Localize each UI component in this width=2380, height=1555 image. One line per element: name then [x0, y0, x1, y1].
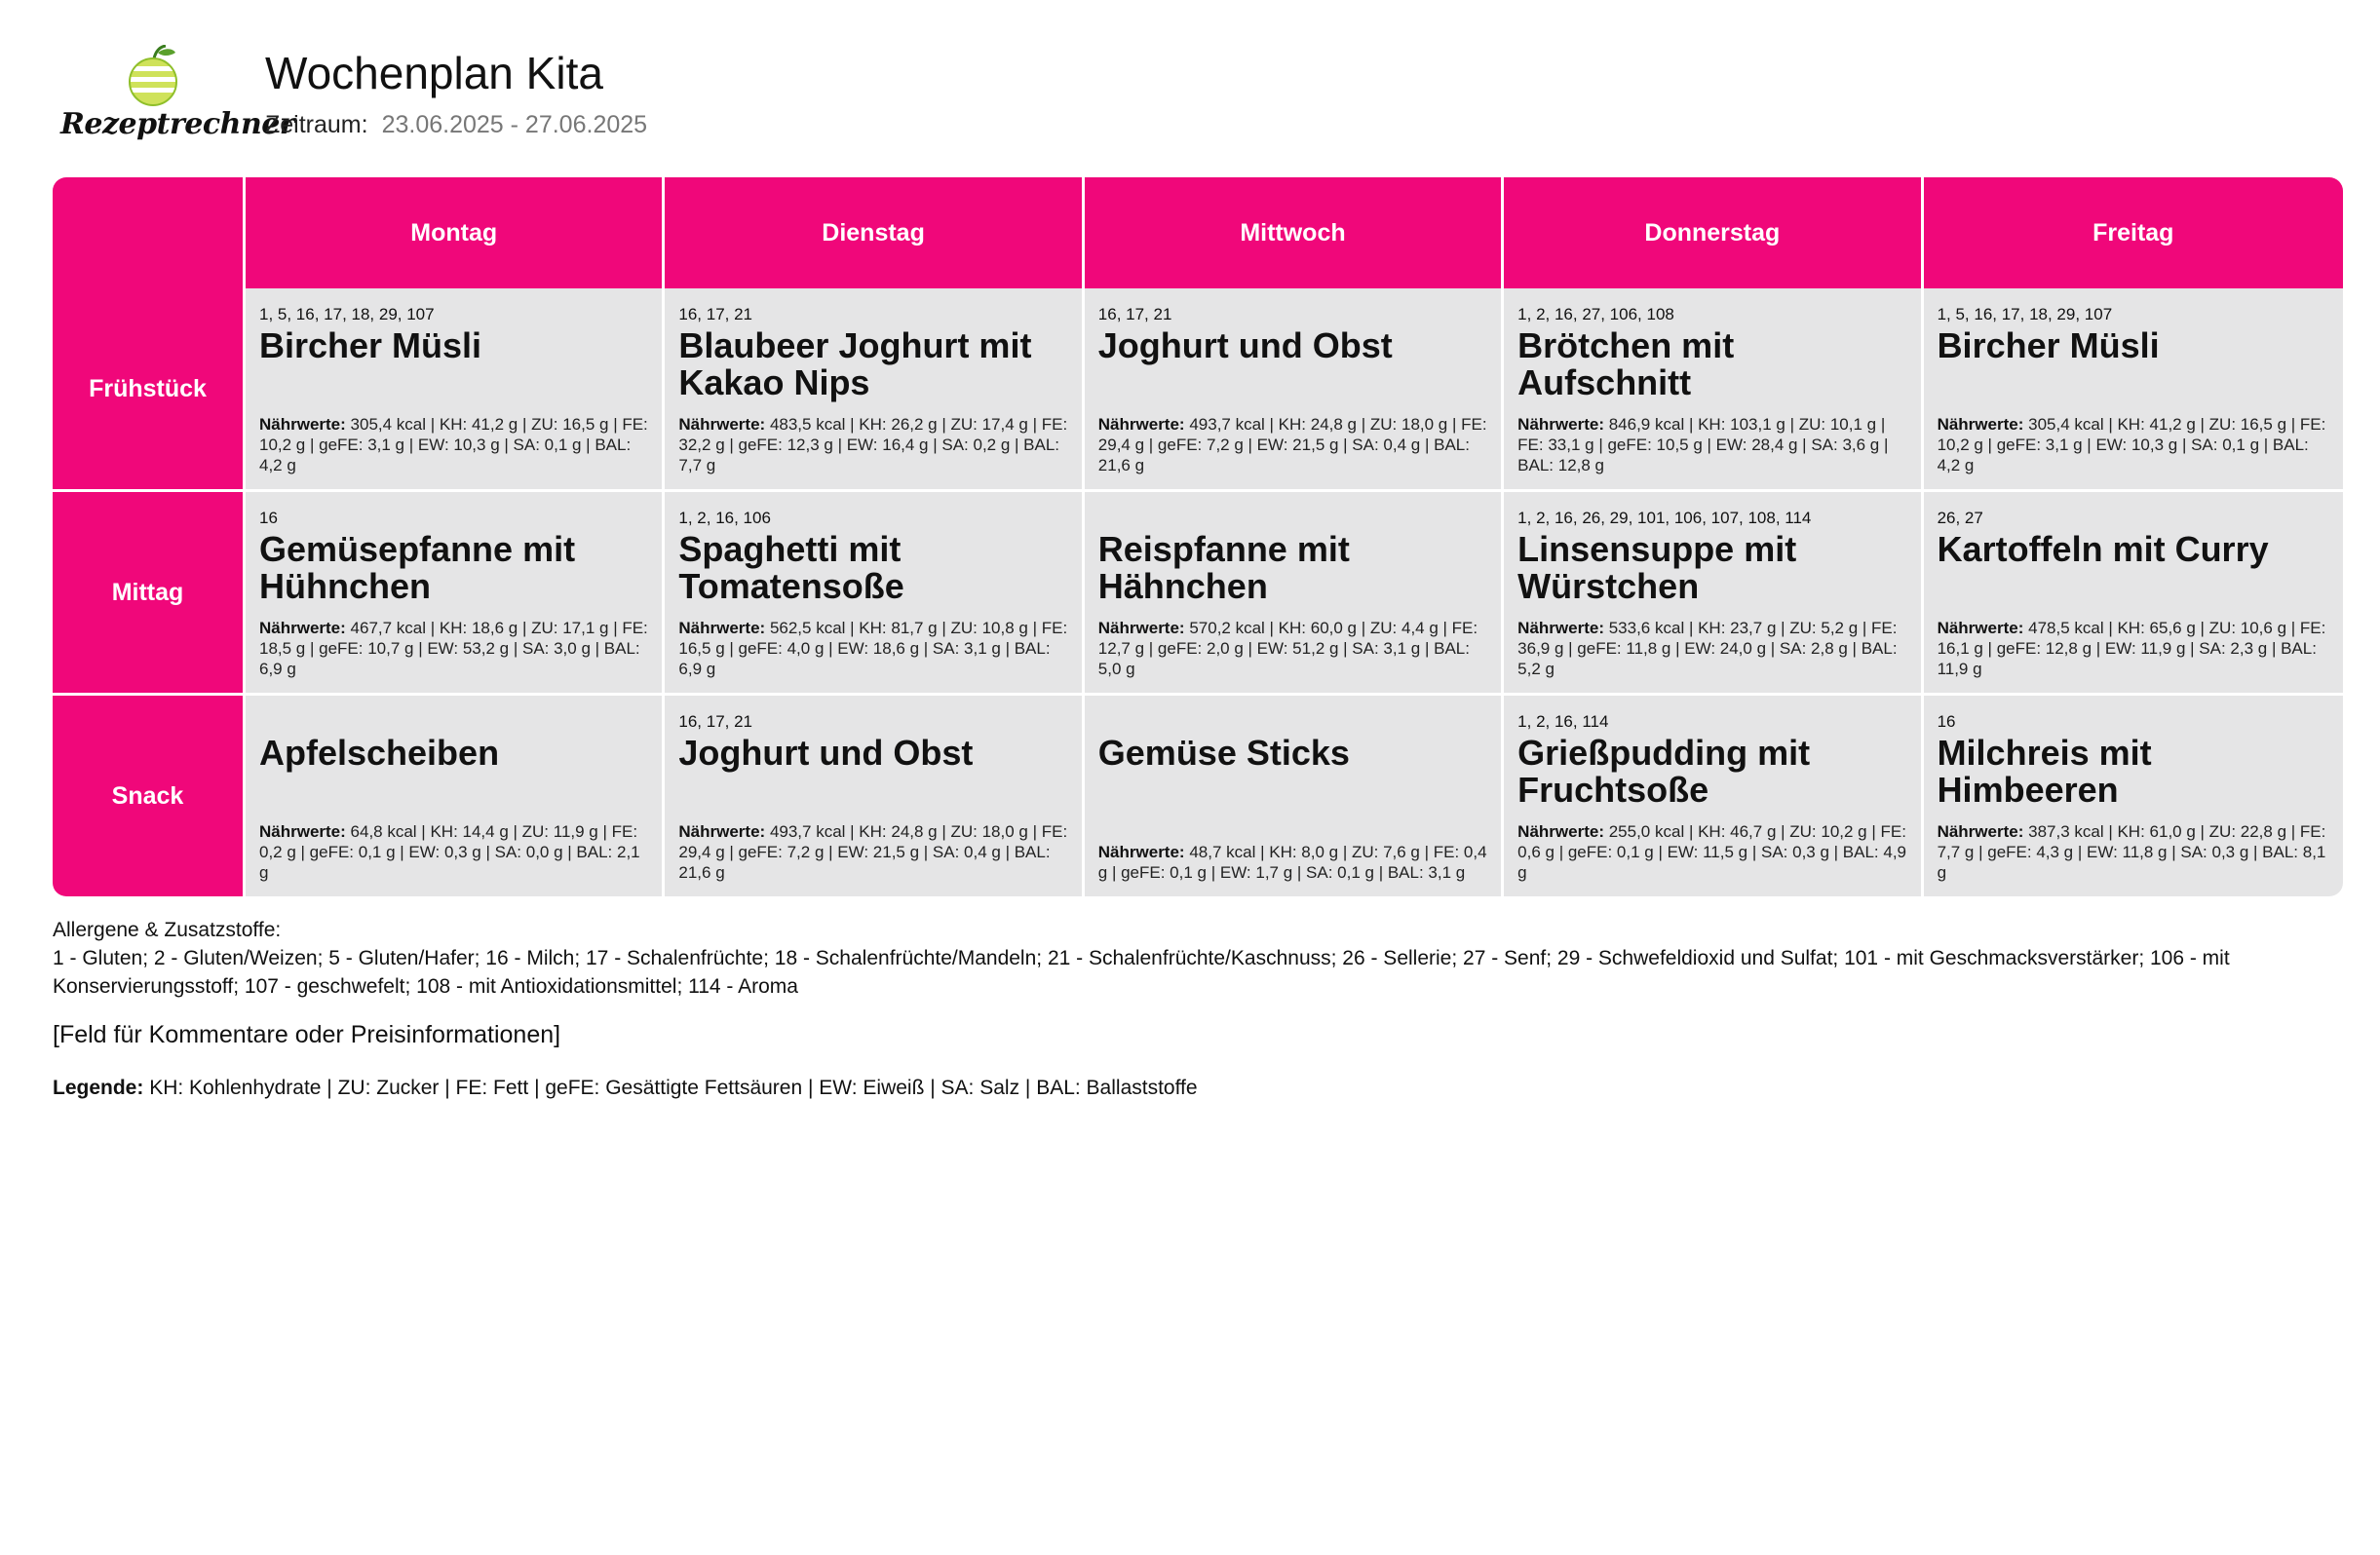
- allergen-codes: 16, 17, 21: [1097, 305, 1172, 323]
- meal-cell-tuesday: [665, 288, 1084, 492]
- nutrition-info: [1938, 618, 2329, 679]
- nutrition-info: [1938, 821, 2329, 883]
- day-header-monday: Montag: [246, 177, 665, 288]
- nutrition-values: 478,5 kcal | KH: 65,6 g | ZU: 10,6 g | FE: 16,1 g | geFE: 12,8 g | EW: 11,9 g | SA: 2,3 g | BAL: 11,9 g: [1937, 619, 2326, 678]
- allergen-codes: 1, 2, 16, 114: [1517, 712, 1609, 731]
- nutrition-info: [1517, 618, 1906, 679]
- nutrition-values: 305,4 kcal | KH: 41,2 g | ZU: 16,5 g | FE: 10,2 g | geFE: 3,1 g | EW: 10,3 g | SA: 0,1 g | BAL: 4,2 g: [259, 415, 648, 474]
- dish-name: Apfelscheiben: [259, 733, 500, 773]
- meal-cell-thursday: [1504, 288, 1923, 492]
- dish-name: Milchreis mit Himbeeren: [1937, 733, 2152, 810]
- meal-cell-tuesday: [665, 696, 1084, 896]
- nutrition-values: 483,5 kcal | KH: 26,2 g | ZU: 17,4 g | FE: 32,2 g | geFE: 12,3 g | EW: 16,4 g | SA: 0,2 g | BAL: 7,7 g: [678, 415, 1068, 474]
- nutrition-values: 570,2 kcal | KH: 60,0 g | ZU: 4,4 g | FE: 12,7 g | geFE: 2,0 g | EW: 51,2 g | SA: 3,1 g | BAL: 5,0 g: [1097, 619, 1478, 678]
- meal-label: Frühstück: [53, 288, 246, 492]
- nutrition-label: Nährwerte:: [1097, 415, 1185, 434]
- nutrition-info: [1098, 414, 1487, 475]
- dish-name: Brötchen mit Aufschnitt: [1517, 325, 1735, 402]
- nutrition-info: [678, 414, 1067, 475]
- nutrition-label: Nährwerte:: [1937, 822, 2024, 841]
- day-header-wednesday: Mittwoch: [1085, 177, 1504, 288]
- allergens-section: [53, 916, 2343, 1001]
- allergen-codes: 1, 2, 16, 106: [678, 509, 771, 527]
- nutrition-values: 493,7 kcal | KH: 24,8 g | ZU: 18,0 g | FE: 29,4 g | geFE: 7,2 g | EW: 21,5 g | SA: 0,4 g | BAL: 21,6 g: [678, 822, 1068, 882]
- nutrition-label: Nährwerte:: [259, 415, 346, 434]
- meal-cell-wednesday: [1085, 288, 1504, 492]
- nutrition-info: [678, 821, 1067, 883]
- dish-name: Blaubeer Joghurt mit Kakao Nips: [678, 325, 1032, 402]
- nutrition-values: 387,3 kcal | KH: 61,0 g | ZU: 22,8 g | FE: 7,7 g | geFE: 4,3 g | EW: 11,8 g | SA: 0,3 g | BAL: 8,1 g: [1937, 822, 2326, 882]
- allergen-codes: 16, 17, 21: [678, 712, 753, 731]
- meal-cell-wednesday: [1085, 696, 1504, 896]
- nutrition-info: [259, 821, 648, 883]
- nutrition-label: Nährwerte:: [678, 415, 766, 434]
- meal-label: Mittag: [53, 492, 246, 696]
- nutrition-label: Nährwerte:: [259, 822, 346, 841]
- allergen-codes: 26, 27: [1937, 509, 1983, 527]
- apple-logo-icon: [60, 45, 246, 109]
- allergen-codes: 1, 2, 16, 26, 29, 101, 106, 107, 108, 114: [1517, 509, 1812, 527]
- dish-name: Kartoffeln mit Curry: [1937, 529, 2269, 569]
- nutrition-label: Nährwerte:: [1097, 619, 1185, 637]
- allergen-codes: 1, 5, 16, 17, 18, 29, 107: [1937, 305, 2113, 323]
- nutrition-values: 493,7 kcal | KH: 24,8 g | ZU: 18,0 g | FE: 29,4 g | geFE: 7,2 g | EW: 21,5 g | SA: 0,4 g | BAL: 21,6 g: [1097, 415, 1487, 474]
- page-title: Wochenplan Kita: [265, 48, 603, 98]
- meal-row: [53, 696, 2343, 896]
- nutrition-label: Nährwerte:: [678, 822, 766, 841]
- nutrition-label: Nährwerte:: [678, 619, 766, 637]
- comment-field: [Feld für Kommentare oder Preisinformationen]: [53, 1021, 561, 1048]
- dish-name: Grießpudding mit Fruchtsoße: [1517, 733, 1811, 810]
- nutrition-info: [1098, 842, 1487, 883]
- nutrition-values: 255,0 kcal | KH: 46,7 g | ZU: 10,2 g | FE: 0,6 g | geFE: 0,1 g | EW: 11,5 g | SA: 0,3 g | BAL: 4,9 g: [1517, 822, 1906, 882]
- nutrition-values: 48,7 kcal | KH: 8,0 g | ZU: 7,6 g | FE: 0,4 g | geFE: 0,1 g | EW: 1,7 g | SA: 0,1 g | BAL: 3,1 g: [1097, 843, 1487, 882]
- allergen-codes: [259, 711, 648, 733]
- nutrition-label: Nährwerte:: [1937, 415, 2024, 434]
- meal-cell-friday: [1924, 288, 2343, 492]
- nutrition-label: Nährwerte:: [1937, 619, 2024, 637]
- nutrition-label: Nährwerte:: [1517, 415, 1604, 434]
- nutrition-info: [259, 414, 648, 475]
- nutrition-info: [259, 618, 648, 679]
- meal-label: Snack: [53, 696, 246, 896]
- allergen-codes: 16: [259, 509, 278, 527]
- period-value: 23.06.2025 - 27.06.2025: [381, 111, 648, 138]
- dish-name: Bircher Müsli: [1937, 325, 2160, 365]
- logo: [60, 45, 295, 154]
- nutrition-values: 467,7 kcal | KH: 18,6 g | ZU: 17,1 g | FE: 18,5 g | geFE: 10,7 g | EW: 53,2 g | SA: 3,0 g | BAL: 6,9 g: [259, 619, 648, 678]
- day-header-row: [53, 177, 2343, 288]
- allergen-codes: 1, 2, 16, 27, 106, 108: [1517, 305, 1674, 323]
- allergen-codes: [1098, 508, 1487, 529]
- dish-name: Spaghetti mit Tomatensoße: [678, 529, 904, 606]
- meal-cell-monday: [246, 288, 665, 492]
- allergen-codes: 16, 17, 21: [678, 305, 753, 323]
- dish-name: Linsensuppe mit Würstchen: [1517, 529, 1797, 606]
- nutrition-info: [1938, 414, 2329, 475]
- dish-name: Bircher Müsli: [259, 325, 482, 365]
- meal-row: [53, 492, 2343, 696]
- meal-row: [53, 288, 2343, 492]
- nutrition-label: Nährwerte:: [259, 619, 346, 637]
- nutrition-label: Nährwerte:: [1517, 822, 1604, 841]
- dish-name: Joghurt und Obst: [1097, 325, 1393, 365]
- period-label: Zeitraum:: [265, 111, 368, 138]
- meal-cell-monday: [246, 696, 665, 896]
- nutrition-values: 846,9 kcal | KH: 103,1 g | ZU: 10,1 g | FE: 33,1 g | geFE: 10,5 g | EW: 28,4 g | SA: 3,6 g | BAL: 12,8 g: [1517, 415, 1889, 474]
- period: [265, 111, 647, 139]
- legend-text: KH: Kohlenhydrate | ZU: Zucker | FE: Fett | geFE: Gesättigte Fettsäuren | EW: Eiweiß | SA: Salz | BAL: Ballaststoffe: [149, 1077, 1198, 1099]
- day-header-thursday: Donnerstag: [1504, 177, 1923, 288]
- logo-text: Rezeptrechner: [60, 107, 295, 141]
- meal-cell-monday: [246, 492, 665, 696]
- day-header-tuesday: Dienstag: [665, 177, 1084, 288]
- nutrition-info: [1517, 414, 1906, 475]
- allergen-codes: 1, 5, 16, 17, 18, 29, 107: [259, 305, 435, 323]
- nutrition-label: Nährwerte:: [1517, 619, 1604, 637]
- meal-plan-table: [53, 177, 2343, 896]
- nutrition-values: 533,6 kcal | KH: 23,7 g | ZU: 5,2 g | FE: 36,9 g | geFE: 11,8 g | EW: 24,0 g | SA: 2,8 g | BAL: 5,2 g: [1517, 619, 1898, 678]
- nutrition-info: [678, 618, 1067, 679]
- meal-cell-thursday: [1504, 492, 1923, 696]
- legend: [53, 1074, 2343, 1102]
- nutrition-info: [1517, 821, 1906, 883]
- legend-label: Legende:: [53, 1077, 144, 1099]
- nutrition-values: 64,8 kcal | KH: 14,4 g | ZU: 11,9 g | FE: 0,2 g | geFE: 0,1 g | EW: 0,3 g | SA: 0,0 g | BAL: 2,1 g: [259, 822, 640, 882]
- day-header-friday: Freitag: [1924, 177, 2343, 288]
- meal-cell-wednesday: [1085, 492, 1504, 696]
- allergen-codes: [1098, 711, 1487, 733]
- nutrition-info: [1098, 618, 1487, 679]
- meal-cell-thursday: [1504, 696, 1923, 896]
- meal-cell-tuesday: [665, 492, 1084, 696]
- meal-cell-friday: [1924, 696, 2343, 896]
- dish-name: Joghurt und Obst: [678, 733, 974, 773]
- nutrition-values: 305,4 kcal | KH: 41,2 g | ZU: 16,5 g | FE: 10,2 g | geFE: 3,1 g | EW: 10,3 g | SA: 0,1 g | BAL: 4,2 g: [1937, 415, 2326, 474]
- allergens-text: 1 - Gluten; 2 - Gluten/Weizen; 5 - Gluten/Hafer; 16 - Milch; 17 - Schalenfrüchte; 18 - Schalenfrüchte/Mandeln; 21 - Schalenfrüchte/Kaschnuss; 26 - Sellerie; 27 - Senf; 29 - Schwefeldioxid und Sulfat; 101 - mit Geschmacksverstärker; 106 - mit Konservierungsstoff; 107 - geschwefelt; 108 - mit Antioxidationsmittel; 114 - Aroma: [53, 947, 2230, 998]
- nutrition-label: Nährwerte:: [1097, 843, 1185, 861]
- corner-cell: [53, 177, 246, 288]
- meal-cell-friday: [1924, 492, 2343, 696]
- allergen-codes: 16: [1937, 712, 1956, 731]
- dish-name: Gemüse Sticks: [1097, 733, 1350, 773]
- dish-name: Reispfanne mit Hähnchen: [1097, 529, 1350, 606]
- allergens-title: Allergene & Zusatzstoffe:: [53, 919, 282, 941]
- dish-name: Gemüsepfanne mit Hühnchen: [259, 529, 576, 606]
- nutrition-values: 562,5 kcal | KH: 81,7 g | ZU: 10,8 g | FE: 16,5 g | geFE: 4,0 g | EW: 18,6 g | SA: 3,1 g | BAL: 6,9 g: [678, 619, 1068, 678]
